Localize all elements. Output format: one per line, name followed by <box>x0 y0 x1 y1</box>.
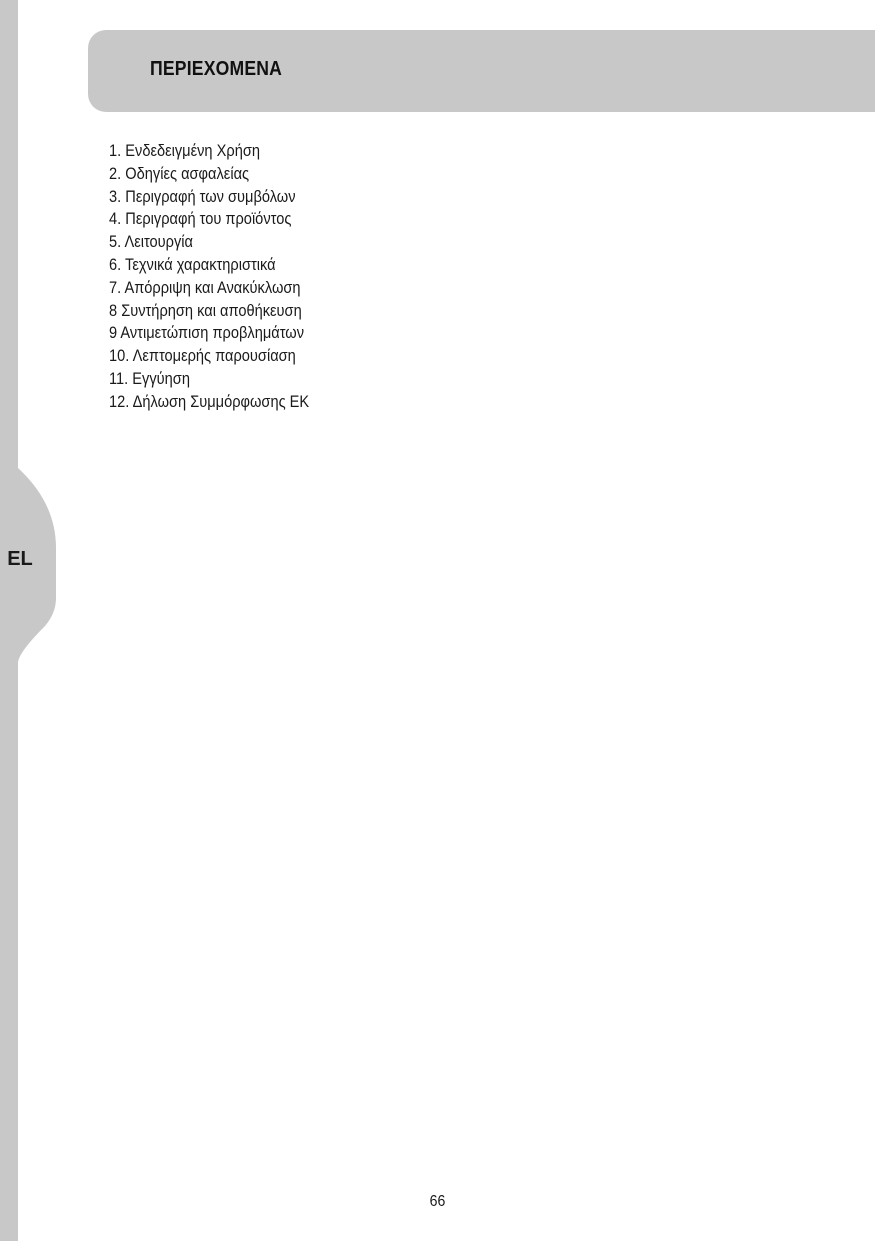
toc-item: 9 Αντιμετώπιση προβλημάτων <box>109 323 305 343</box>
toc-item: 2. Οδηγίες ασφαλείας <box>109 163 250 183</box>
toc-item: 7. Απόρριψη και Ανακύκλωση <box>109 277 301 297</box>
toc-item: 1. Ενδεδειγμένη Χρήση <box>109 141 260 160</box>
toc-item: 3. Περιγραφή των συμβόλων <box>109 186 296 206</box>
language-label: EL <box>7 548 33 570</box>
toc-item: 4. Περιγραφή του προϊόντος <box>109 209 292 229</box>
page-number: 66 <box>429 1193 446 1210</box>
header-band <box>88 30 875 112</box>
toc-item: 11. Εγγύηση <box>109 368 190 388</box>
toc-item: 5. Λειτουργία <box>109 232 194 252</box>
toc-item: 10. Λεπτομερής παρουσίαση <box>109 346 296 366</box>
toc-item: 6. Τεχνικά χαρακτηριστικά <box>109 254 276 274</box>
toc-item: 8 Συντήρηση και αποθήκευση <box>109 300 302 320</box>
toc-item: 12. Δήλωση Συμμόρφωσης ΕΚ <box>109 391 310 411</box>
page-title: ΠΕΡΙΕΧΟΜΕΝΑ <box>150 58 283 80</box>
table-of-contents <box>109 140 342 414</box>
